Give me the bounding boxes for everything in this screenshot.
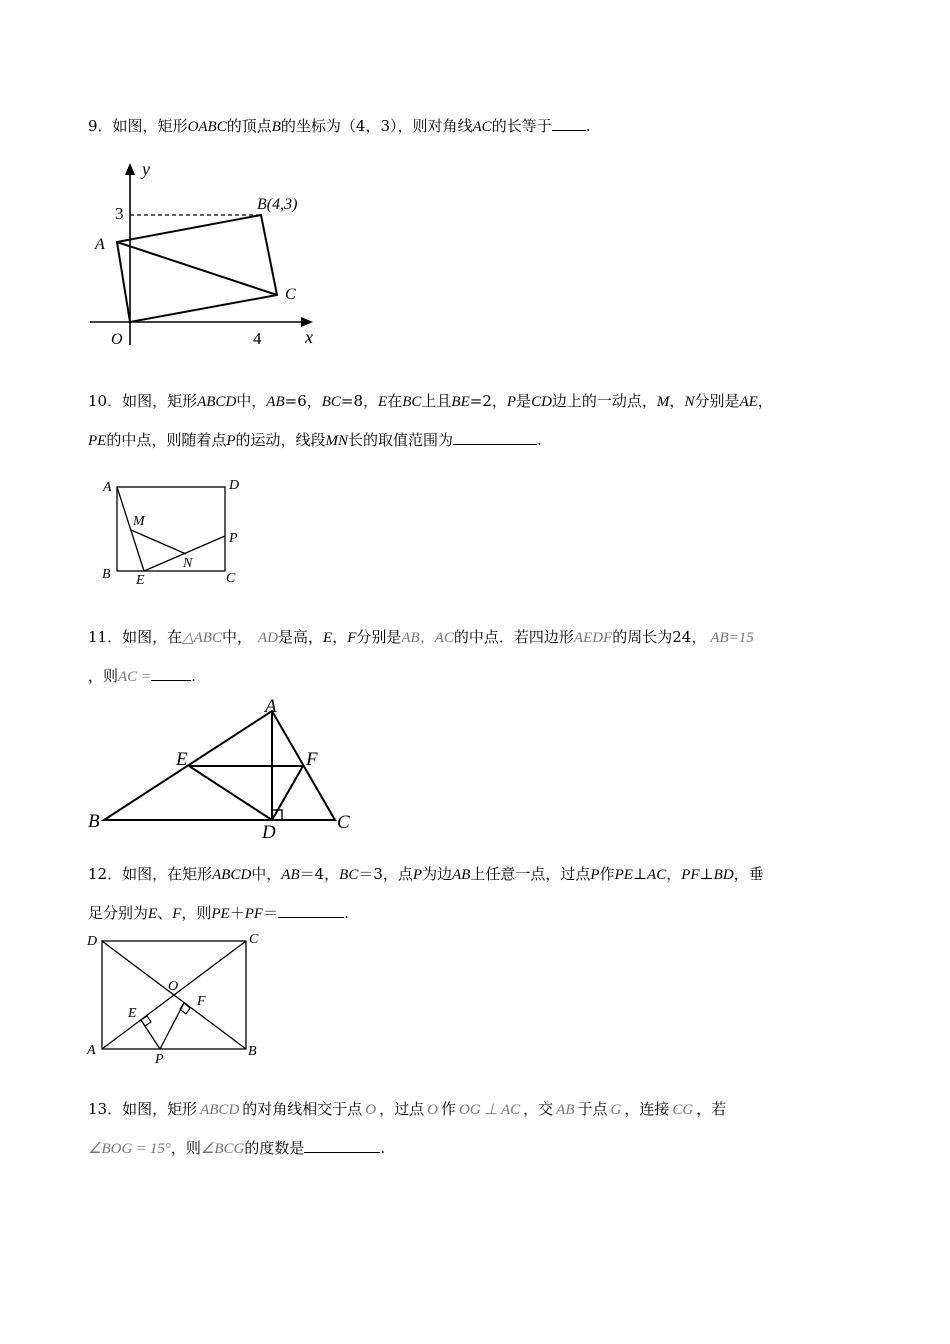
text: . [344,904,349,922]
text: 、 [157,904,173,922]
math-var: CD [531,394,552,410]
text: ， [669,392,685,410]
math-var: B [271,119,281,135]
text: ，则 [181,904,212,922]
x-axis-arrow-icon [301,317,313,327]
text: 分别是 [356,628,402,646]
text: 中， [251,865,282,883]
math-var: PF [681,867,700,883]
math-expr: ∠BOG = 15° [88,1141,171,1157]
label-C: C [337,812,350,833]
question-number: 13． [88,1100,123,1118]
math-var: P [506,394,517,410]
math-var: BC [402,394,422,410]
math-var: AB [266,394,285,410]
label-D: D [87,934,98,949]
text: ， [666,865,682,883]
text: 的坐标为（4，3），则对角线 [280,117,473,135]
answer-blank[interactable] [552,116,586,131]
text: ⊥ [699,865,714,883]
text: ，则 [170,1139,201,1157]
text: ＋ [229,904,245,922]
question-number: 12． [88,865,123,883]
text: . [191,667,196,685]
text: 在 [387,392,403,410]
math-var: BD [713,867,734,883]
answer-blank[interactable] [151,666,191,681]
label-y: y [142,159,150,179]
text: . [537,431,542,449]
math-var: BE [451,394,470,410]
answer-blank[interactable] [278,903,344,918]
label-3: 3 [115,204,124,223]
math-expr: O [427,1102,438,1118]
math-var: AC [472,119,492,135]
text: 的长等于 [491,117,552,135]
math-var: AC [647,867,667,883]
math-var: M [656,394,670,410]
math-expr: AB，AC [401,630,454,646]
label-P: P [155,1052,164,1067]
text: =8， [340,392,379,410]
question-11-figure [85,692,365,842]
text: ＝ [263,904,279,922]
segment-mn [131,530,186,554]
math-expr: CG [672,1102,694,1118]
text: 足分别为 [88,904,149,922]
question-13-text-line1 [88,1099,726,1120]
question-number: 11． [88,628,123,646]
question-10-figure [95,474,255,589]
text: 于点 [577,1100,608,1118]
label-A: A [87,1043,96,1058]
label-O: O [111,331,123,348]
math-var: OABC [187,119,227,135]
text: 如图，在矩形 [122,865,213,883]
label-A: A [95,236,105,253]
text: 如图，矩形 [122,1100,198,1118]
text: 作 [599,865,615,883]
question-12-text-line1 [88,864,764,885]
math-var: BC [321,394,341,410]
math-var: PE [614,867,633,883]
label-F: F [306,749,318,770]
label-M: M [133,514,145,529]
math-expr: ABCD [200,1102,240,1118]
label-E: E [176,749,188,770]
math-var: AE [739,394,758,410]
math-var: E [378,394,388,410]
question-11-text-line1 [88,627,754,648]
text: 长的取值范围为 [348,431,454,449]
text: ， [757,392,773,410]
math-var: PE [211,906,230,922]
math-var: PE [88,433,107,449]
math-var: E [148,906,158,922]
math-expr: G [610,1102,622,1118]
text: =2， [469,392,507,410]
text: 的度数是 [244,1139,305,1157]
math-var: P [226,433,236,449]
math-var: P [590,867,600,883]
text: . [585,117,591,135]
text: 分别是 [694,392,740,410]
question-number: 10． [88,392,123,410]
diagonal-ac [117,242,277,295]
text: ＝3，点 [358,865,413,883]
question-12-figure [85,928,275,1068]
question-9-text [88,116,590,137]
text: ⊥ [632,865,648,883]
math-expr: AEDF [573,630,613,646]
text: 的周长为24， [612,628,707,646]
question-13-text-line2 [88,1138,385,1159]
text: 是高， [278,628,324,646]
label-D: D [229,478,240,493]
text: ，交 [523,1100,554,1118]
question-12-text-line2 [88,903,349,924]
math-var: ABCD [212,867,252,883]
label-B: B [102,567,111,582]
answer-blank[interactable] [304,1138,380,1153]
label-O: O [168,979,179,994]
math-expr: AC = [118,669,152,685]
rectangle-abcd [117,487,225,571]
label-E: E [128,1006,137,1021]
label-A: A [265,696,277,717]
segment-ed [189,766,272,820]
text: ， [332,628,348,646]
math-var: BC [339,867,359,883]
label-C: C [285,286,296,303]
text: 为边 [422,865,453,883]
text: 中， [221,628,252,646]
label-E: E [136,573,145,588]
math-expr: ∠BCG [200,1141,245,1157]
label-P: P [229,531,238,546]
math-var: P [412,867,423,883]
text: 的对角线相交于点 [242,1100,363,1118]
text: 如图，在 [122,628,183,646]
label-D: D [262,822,276,843]
question-10-text-line2 [88,430,542,451]
math-var: F [347,630,357,646]
text: 的运动，线段 [235,431,326,449]
math-var: PF [244,906,264,922]
math-expr: OG ⊥ AC [459,1102,521,1118]
y-axis-arrow-icon [125,163,135,175]
label-N: N [183,556,193,571]
text: 的中点．若四边形 [453,628,574,646]
math-var: ABCD [197,394,237,410]
question-9-figure [85,155,325,355]
label-C: C [226,571,236,586]
text: 边上的一动点， [551,392,657,410]
label-B: B [248,1044,257,1059]
label-B: B [88,811,100,832]
math-var: E [323,630,333,646]
math-expr: AD [258,630,278,646]
text: =6， [284,392,322,410]
right-angle-mark-e [141,1016,151,1026]
math-expr: O [365,1102,377,1118]
answer-blank[interactable] [453,430,537,445]
label-4: 4 [253,329,262,348]
text: 作 [441,1100,457,1118]
label-x: x [305,327,313,347]
label-F: F [197,994,206,1009]
text: 上且 [421,392,452,410]
math-var: MN [325,433,349,449]
text: 是 [516,392,532,410]
text: ，连接 [624,1100,670,1118]
text: . [380,1139,386,1157]
text: 的中点，则随着点 [106,431,227,449]
text: ＝4， [299,865,340,883]
label-B: B(4,3) [257,196,298,213]
text: ，若 [696,1100,727,1118]
text: 的顶点 [226,117,272,135]
math-var: N [684,394,695,410]
question-number: 9． [88,117,113,135]
math-var: AB [281,867,300,883]
math-expr: △ABC [182,630,222,646]
text: ，则 [88,667,119,685]
text: 中， [236,392,267,410]
segment-fd [272,766,303,820]
math-expr: AB=15 [710,630,754,646]
segment-ae [117,487,144,571]
math-expr: AB [556,1102,575,1118]
label-C: C [249,932,259,947]
text: ，过点 [379,1100,425,1118]
text: ，垂 [733,865,764,883]
text: 如图，矩形 [122,392,198,410]
math-var: F [172,906,182,922]
text: 上任意一点，过点 [470,865,591,883]
text: 如图，矩形 [112,117,188,135]
label-A: A [103,480,112,495]
math-var: AB [452,867,471,883]
question-10-text-line1 [88,391,773,412]
question-11-text-line2 [88,666,196,687]
